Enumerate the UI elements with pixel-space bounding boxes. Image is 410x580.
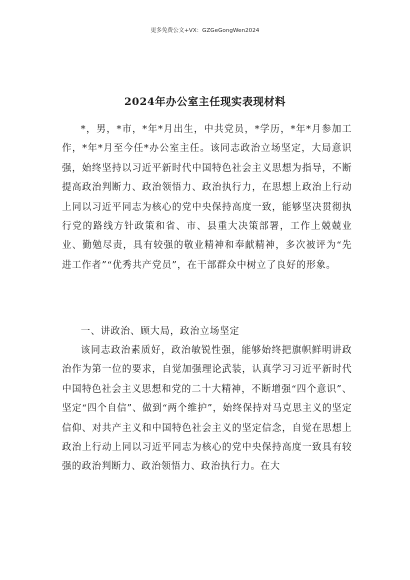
section-heading-text: 一、讲政治、顾大局，政治立场坚定	[80, 326, 240, 337]
paragraph-text: *，男，*市，*年*月出生，中共党员，*学历，*年*月参加工作，*年*月至今任*办公室主任。该同志政治立场坚定，大局意识强，始终坚持以习近平新时代中国特色社会主义思想为指导，不断提高政治判断力、政治领悟力、政治执行力，在思想上政治上行动上同以习近平同志为核心的党中央保持高度一致，能够坚决贯彻执行党的路线方针政策和省、市、县重大决策部署，工作上兢兢业业、勤勉尽责，具有较强的敬业精神和奉献精神，多次被评为“先进工作者”“优秀共产党员”，在干部群众中树立了良好的形象。	[62, 124, 352, 271]
section-heading	[62, 322, 352, 341]
paragraph-section-1	[62, 341, 352, 477]
header-note: 更多免费公文+VX：GZGeGongWen2024	[150, 28, 260, 34]
paragraph-intro	[62, 120, 352, 275]
document-title: 2024年办公室主任现实表现材料	[124, 96, 286, 108]
paragraph-text: 该同志政治素质好，政治敏锐性强，能够始终把旗帜鲜明讲政治作为第一位的要求，自觉加强理论武装，认真学习习近平新时代中国特色社会主义思想和党的二十大精神，不断增强“四个意识”、坚定“四个自信”、做到“两个维护”，始终保持对马克思主义的坚定信仰、对共产主义和中国特色社会主义的坚定信念，自觉在思想上政治上行动上同以习近平同志为核心的党中央保持高度一致具有较强的政治判断力、政治领悟力、政治执行力。在大	[62, 345, 352, 473]
